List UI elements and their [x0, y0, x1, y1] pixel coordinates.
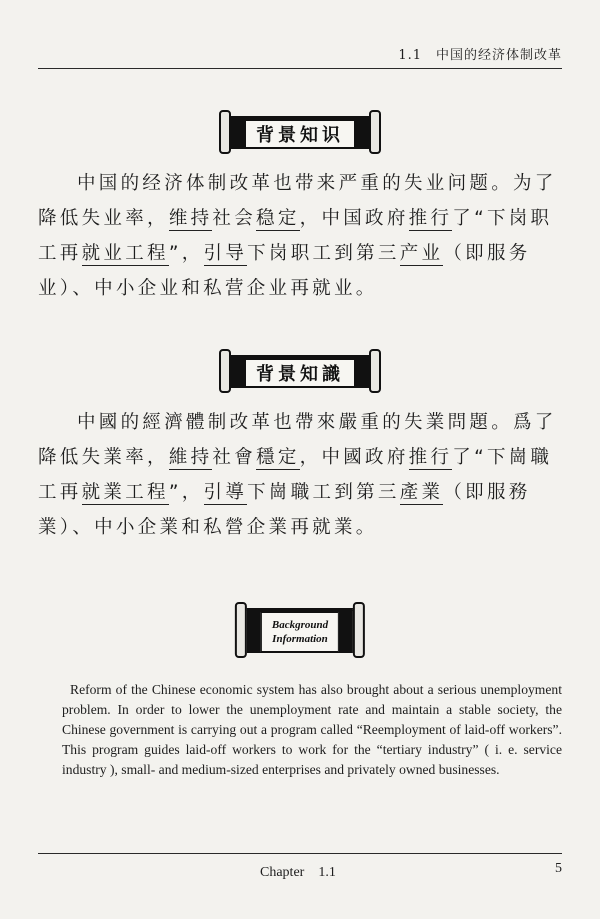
scroll-roll-left	[219, 349, 231, 393]
vocab-underline: 稳定	[256, 208, 300, 229]
vocab-underline: 维持	[168, 208, 213, 229]
scroll-roll-left	[235, 602, 247, 658]
footer-rule	[38, 853, 562, 854]
vocab-underline: 穩定	[256, 447, 300, 468]
vocab-underline: 推行	[408, 447, 453, 468]
vocab-underline: 就業	[81, 482, 126, 503]
vocab-underline: 工程	[125, 482, 169, 503]
paragraph-english: Reform of the Chinese economic system has also brought about a serious unemployment problem. In order to lower the unemployment rate and maintain a stable society, the Chinese government is carrying out a program called “Reemployment of laid-off workers”. This program guides laid-off workers to work for the “tertiary industry” ( i. e. service industry ), small- and medium-sized enterprises and privately owned businesses.	[62, 682, 562, 777]
banner-traditional	[219, 353, 381, 389]
scroll-roll-right	[353, 602, 365, 658]
banner-traditional-label: 背景知識	[245, 359, 355, 387]
vocab-underline: 維持	[168, 447, 213, 468]
vocab-underline: 引導	[203, 482, 248, 503]
banner-english-label: Background Information	[261, 612, 339, 652]
banner-simplified	[219, 114, 381, 150]
header-rule	[38, 68, 562, 69]
vocab-underline: 產業	[399, 482, 444, 503]
scroll-roll-right	[369, 110, 381, 154]
paragraph-simplified: 中国的经济体制改革也带来严重的失业问题。为了降低失业率，维持社会稳定，中国政府推行了“下岗职工再就业工程”，引导下岗职工到第三产业（即服务业）、中小企业和私营企业再就业。	[38, 173, 557, 299]
vocab-underline: 产业	[399, 243, 444, 264]
vocab-underline: 工程	[125, 243, 169, 264]
footer-chapter: Chapter 1.1	[260, 865, 336, 880]
vocab-underline: 引导	[203, 243, 248, 264]
running-head: 1.1 中国的经济体制改革	[398, 48, 562, 63]
scroll-roll-left	[219, 110, 231, 154]
vocab-underline: 推行	[408, 208, 453, 229]
banner-simplified-label: 背景知识	[245, 120, 355, 148]
banner-english	[235, 612, 365, 648]
paragraph-traditional: 中國的經濟體制改革也帶來嚴重的失業問題。爲了降低失業率，維持社會穩定，中國政府推行了“下崗職工再就業工程”，引導下崗職工到第三產業（即服務業）、中小企業和私營企業再就業。	[38, 412, 557, 538]
scroll-roll-right	[369, 349, 381, 393]
vocab-underline: 就业	[81, 243, 126, 264]
page-number: 5	[555, 861, 562, 876]
